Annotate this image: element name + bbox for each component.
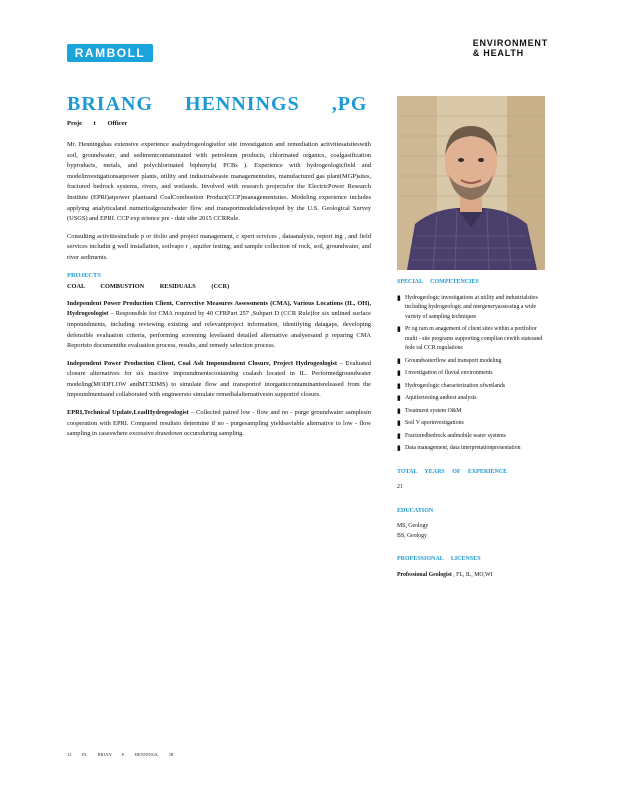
projects-heading: PROJECTS (67, 271, 101, 279)
competency-item (397, 432, 545, 442)
bullet-icon: ▮ (397, 356, 401, 365)
brand-tagline (473, 38, 548, 58)
project-1-description: – Responsible for CMA required by 40 CFRPart 257 ,Subpart D (CCR Rule)for six unlined surface impoundments, including reviewing existing and relevantproject information, identifying datagaps, developing defensible evaluation criteria, performing screening levelaand detailed alternative analysesand p reparing CMA Reportsto documentthe evaluation process, results, and remedy selection process. (67, 310, 371, 350)
page-footer: 12 IN, BRIAN E HENNINGS, JR (67, 752, 174, 757)
bullet-icon: ▮ (397, 444, 401, 452)
person-name: BRIANG HENNINGS ,PG (67, 93, 368, 115)
project-2 (67, 359, 371, 401)
bullet-icon: ▮ (397, 394, 401, 402)
project-3-description: – Collected paired low - flow and no - purge groundwater samplesin cooperation with EPRI. Compared resultsto determine if no - purgesampling yieldsaviable alternative to low - flow sampling in caseswhere excessive drawdown occursduring sampling. (67, 409, 371, 438)
licenses-heading: PROFESSIONAL LICENSES (397, 556, 481, 562)
left-column (67, 140, 371, 447)
competency-text: Aquifertesting andtest analysis (405, 395, 477, 401)
competency-item (397, 357, 545, 367)
competency-item (397, 419, 545, 429)
education-item: MS, Geology (397, 523, 429, 529)
bullet-icon: ▮ (397, 419, 401, 427)
competency-item (397, 382, 545, 392)
competency-item (397, 325, 545, 354)
competency-text: I nvestigation of fluvial environments (405, 370, 493, 376)
competency-text: Soil V aporinvestigations (405, 420, 464, 426)
projects-subheading: COAL COMBUSTION RESIDUALS (CCR) (67, 283, 230, 291)
bullet-icon: ▮ (397, 293, 401, 302)
bullet-icon: ▮ (397, 369, 401, 377)
education-heading: EDUCATION (397, 507, 434, 514)
education-section (397, 507, 545, 542)
brand-line-1: ENVIRONMENT (472, 38, 548, 48)
competency-text: Treatment system O&M (405, 407, 462, 414)
right-column (397, 278, 545, 594)
competency-text: Fracturedbedrock andmobile water systems (405, 432, 506, 439)
competency-item (397, 444, 545, 454)
project-2-description: – Evaluated closure alternatives for six inactive impoundmentscontaining coalash located in IL. Performedgroundwater modeling(MODFLOW andMT3DMS) to simulate flow and transportof inorganiccontaminantsreleased from the impoundmentsand collaborated with engineersto simulate remedialalternativesin supportof closure. (67, 359, 371, 399)
competency-text: Pr og ram m anagement of client sites within a portfolior multi - site programs supporting complian cewith statesand fede ral CCR regulations (405, 326, 543, 351)
experience-section (397, 468, 545, 493)
bullet-icon: ▮ (397, 406, 401, 415)
competency-text: Data management, data interpretationpresentation (405, 445, 521, 451)
project-1-title: Independent Power Production Client, Corrective Measures Assessments (CMA), Various Locations (IL, OH), Hydrogeologist (67, 299, 371, 318)
project-1 (67, 299, 371, 352)
years-value: 21 (397, 484, 403, 490)
competency-item (397, 369, 545, 379)
competency-text: Hydrogeologic characterization ofwetlands (405, 382, 506, 389)
licenses-section (397, 555, 545, 580)
years-heading: TOTAL YEARS OF EXPERIENCE (397, 468, 508, 475)
bio-paragraph-1: Mr. Henningshas extensive experience asahydrogeologistfor site investigation and remediation activitiesatsiteswith soil, groundwater, and sedimentcontaminated with petroleum products, chlorinated organics, coalgasification byproducts, metals, and polychlorinated biphenyls( PCBs ). Experience with hydrogeologicfield and modelinvestigationsatpower plants, utility and industrialwaste managementsites, manufactured gas plant(MGP)sites, fractured bedrock systems, rivers, and wetlands. Involved with research projectsfor the ElectricPower Research Institute (EPRI)atpower plantsand CoalCombustion Product(CCP)managementsites. Modeling experience includes applying analyticaland numericalgroundwater flow and transportmodelsdeveloped by the U.S. Geological Survey (USGS) and EPRI. CCP exp erience pre - date sthe 2015 CCRRule. (67, 141, 371, 223)
competency-item (397, 394, 545, 404)
bio-paragraph-2: Consulting activitiesinclude p or tfolio and project management, c xpert scrvices , dataanalysis, report ing , and field services includin g well installation, soilvapo r , aquifer testing, and sample collection of rock, soil, groundwater, and river sediments. (67, 232, 371, 261)
project-3 (67, 408, 371, 440)
brand-line-2: & HEALTH (472, 48, 524, 58)
license-title: Professional Geologist (397, 571, 452, 578)
competency-item (397, 407, 545, 417)
bullet-icon: ▮ (397, 381, 401, 390)
bullet-icon: ▮ (397, 325, 401, 333)
competencies-section (397, 278, 545, 454)
bullet-icon: ▮ (397, 431, 401, 440)
person-title: Proje t Officer (67, 120, 128, 127)
competencies-heading: SPECIAL COMPETENCIES (397, 279, 479, 285)
competency-item (397, 294, 545, 323)
ramboll-logo: RAMBOLL (67, 44, 153, 62)
portrait-photo (397, 96, 545, 270)
project-2-title: Independent Power Production Client, Coal Ash Impoundment Closure, Project Hydrogeologist (67, 359, 338, 367)
project-3-title: EPRI,Technical Update,LeadHydrogeologist (67, 409, 189, 417)
competency-text: Hydrogeologic investigations at utility and industrialsites including hydrogeologic and mergeneryassessing a wide variety of sampling techniques (405, 294, 538, 320)
education-item: BS, Geology (397, 532, 427, 539)
portrait-photo-icon (397, 96, 545, 270)
license-item (397, 571, 545, 581)
competency-text: Groundwaterflow and transport modeling (405, 357, 502, 364)
license-states: , FL, IL, MO,WI (453, 571, 493, 578)
